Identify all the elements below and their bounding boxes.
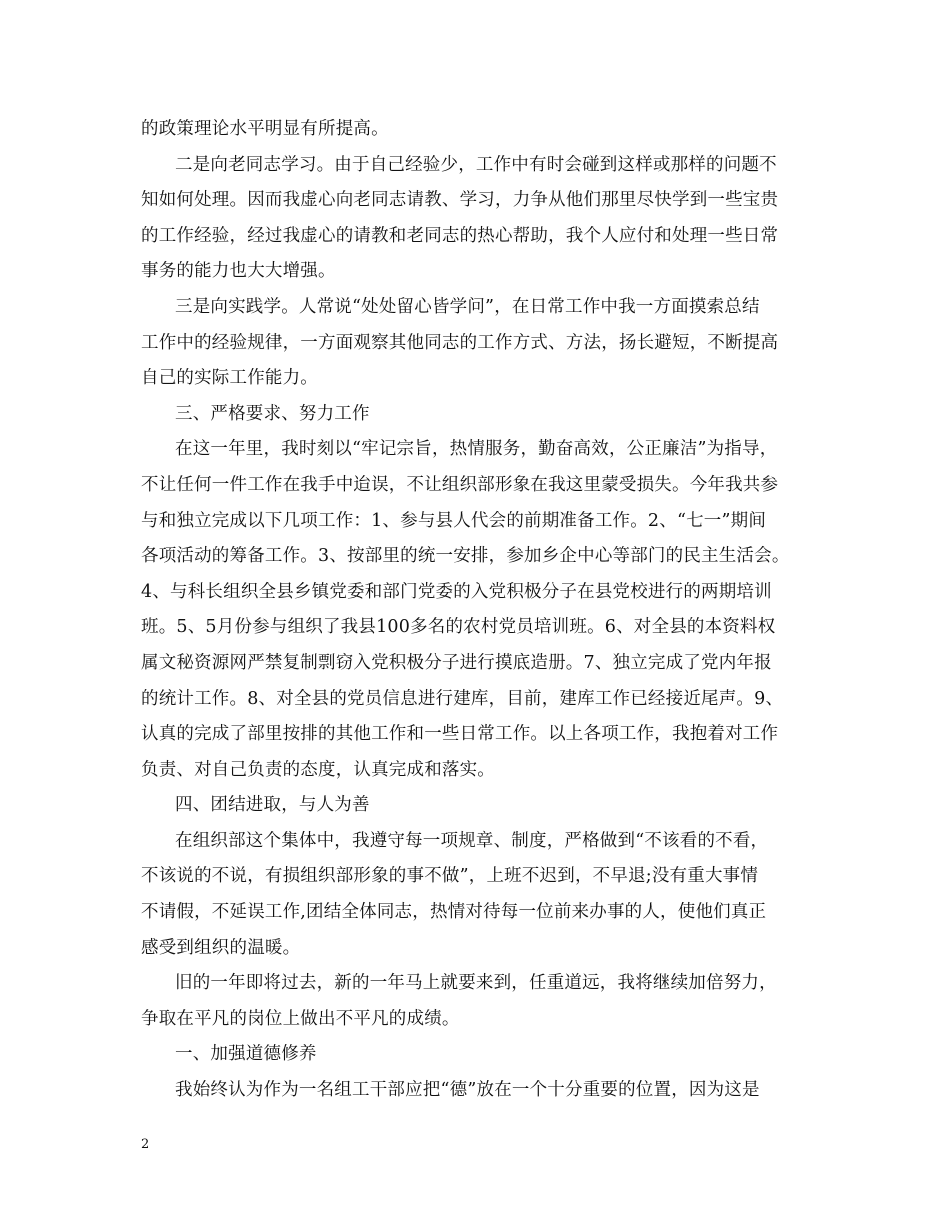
text-line: 的统计工作。8、对全县的党员信息进行建库，目前，建库工作已经接近尾声。9、 bbox=[141, 688, 784, 709]
text-line: 不请假，不延误工作,团结全体同志，热情对待每一位前来办事的人，使他们真正 bbox=[141, 902, 767, 923]
text-line: 的政策理论水平明显有所提高。 bbox=[141, 119, 389, 139]
text-line: 感受到组织的温暖。 bbox=[141, 937, 301, 958]
text-line: 不让任何一件工作在我手中迨误，不让组织部形象在我这里蒙受损失。今年我共参 bbox=[141, 474, 779, 495]
text-line: 在这一年里，我时刻以“牢记宗旨，热情服务，勤奋高效，公正廉洁”为指导， bbox=[175, 439, 778, 460]
document-body bbox=[141, 112, 821, 1109]
text-line: 班。5、5月份参与组织了我县100多名的农村党员培训班。6、对全县的本资料权 bbox=[141, 617, 776, 638]
text-line: 在组织部这个集体中，我遵守每一项规章、制度，严格做到“不该看的不看， bbox=[175, 830, 769, 851]
text-line: 四、团结进取，与人为善 bbox=[175, 795, 370, 816]
text-line: 知如何处理。因而我虚心向老同志请教、学习，力争从他们那里尽快学到一些宝贵 bbox=[141, 190, 779, 211]
text-line: 争取在平凡的岗位上做出不平凡的成绩。 bbox=[141, 1008, 460, 1029]
text-line: 与和独立完成以下几项工作：1、参与县人代会的前期准备工作。2、“七一”期间 bbox=[141, 510, 767, 531]
text-line: 属文秘资源网严禁复制剽窃入党积极分子进行摸底造册。7、独立完成了党内年报 bbox=[141, 652, 772, 673]
text-line: 4、与科长组织全县乡镇党委和部门党委的入党积极分子在县党校进行的两期培训 bbox=[141, 581, 772, 602]
text-line: 三、严格要求、努力工作 bbox=[175, 403, 370, 424]
text-line: 工作中的经验规律，一方面观察其他同志的工作方式、方法，扬长避短，不断提高 bbox=[141, 332, 779, 353]
text-line: 负责、对自己负责的态度，认真完成和落实。 bbox=[141, 759, 495, 780]
text-line: 事务的能力也大大增强。 bbox=[141, 261, 336, 282]
text-line: 自己的实际工作能力。 bbox=[141, 368, 318, 389]
page-number: 2 bbox=[141, 1137, 150, 1152]
text-line: 二是向老同志学习。由于自己经验少，工作中有时会碰到这样或那样的问题不 bbox=[175, 154, 777, 175]
text-line: 旧的一年即将过去，新的一年马上就要来到，任重道远，我将继续加倍努力， bbox=[175, 973, 777, 994]
text-line: 三是向实践学。人常说“处处留心皆学问”，在日常工作中我一方面摸索总结 bbox=[175, 296, 760, 317]
text-line: 的工作经验，经过我虚心的请教和老同志的热心帮助，我个人应付和处理一些日常 bbox=[141, 225, 779, 246]
text-line: 各项活动的筹备工作。3、按部里的统一安排，参加乡企中心等部门的民主生活会。 bbox=[141, 546, 790, 567]
text-line: 一、加强道德修养 bbox=[175, 1044, 317, 1065]
text-line: 不该说的不说，有损组织部形象的事不做”，上班不迟到，不早退;没有重大事情 bbox=[141, 866, 759, 887]
text-line: 我始终认为作为一名组工干部应把“德”放在一个十分重要的位置，因为这是 bbox=[175, 1080, 760, 1101]
text-line: 认真的完成了部里按排的其他工作和一些日常工作。以上各项工作，我抱着对工作 bbox=[141, 724, 779, 745]
